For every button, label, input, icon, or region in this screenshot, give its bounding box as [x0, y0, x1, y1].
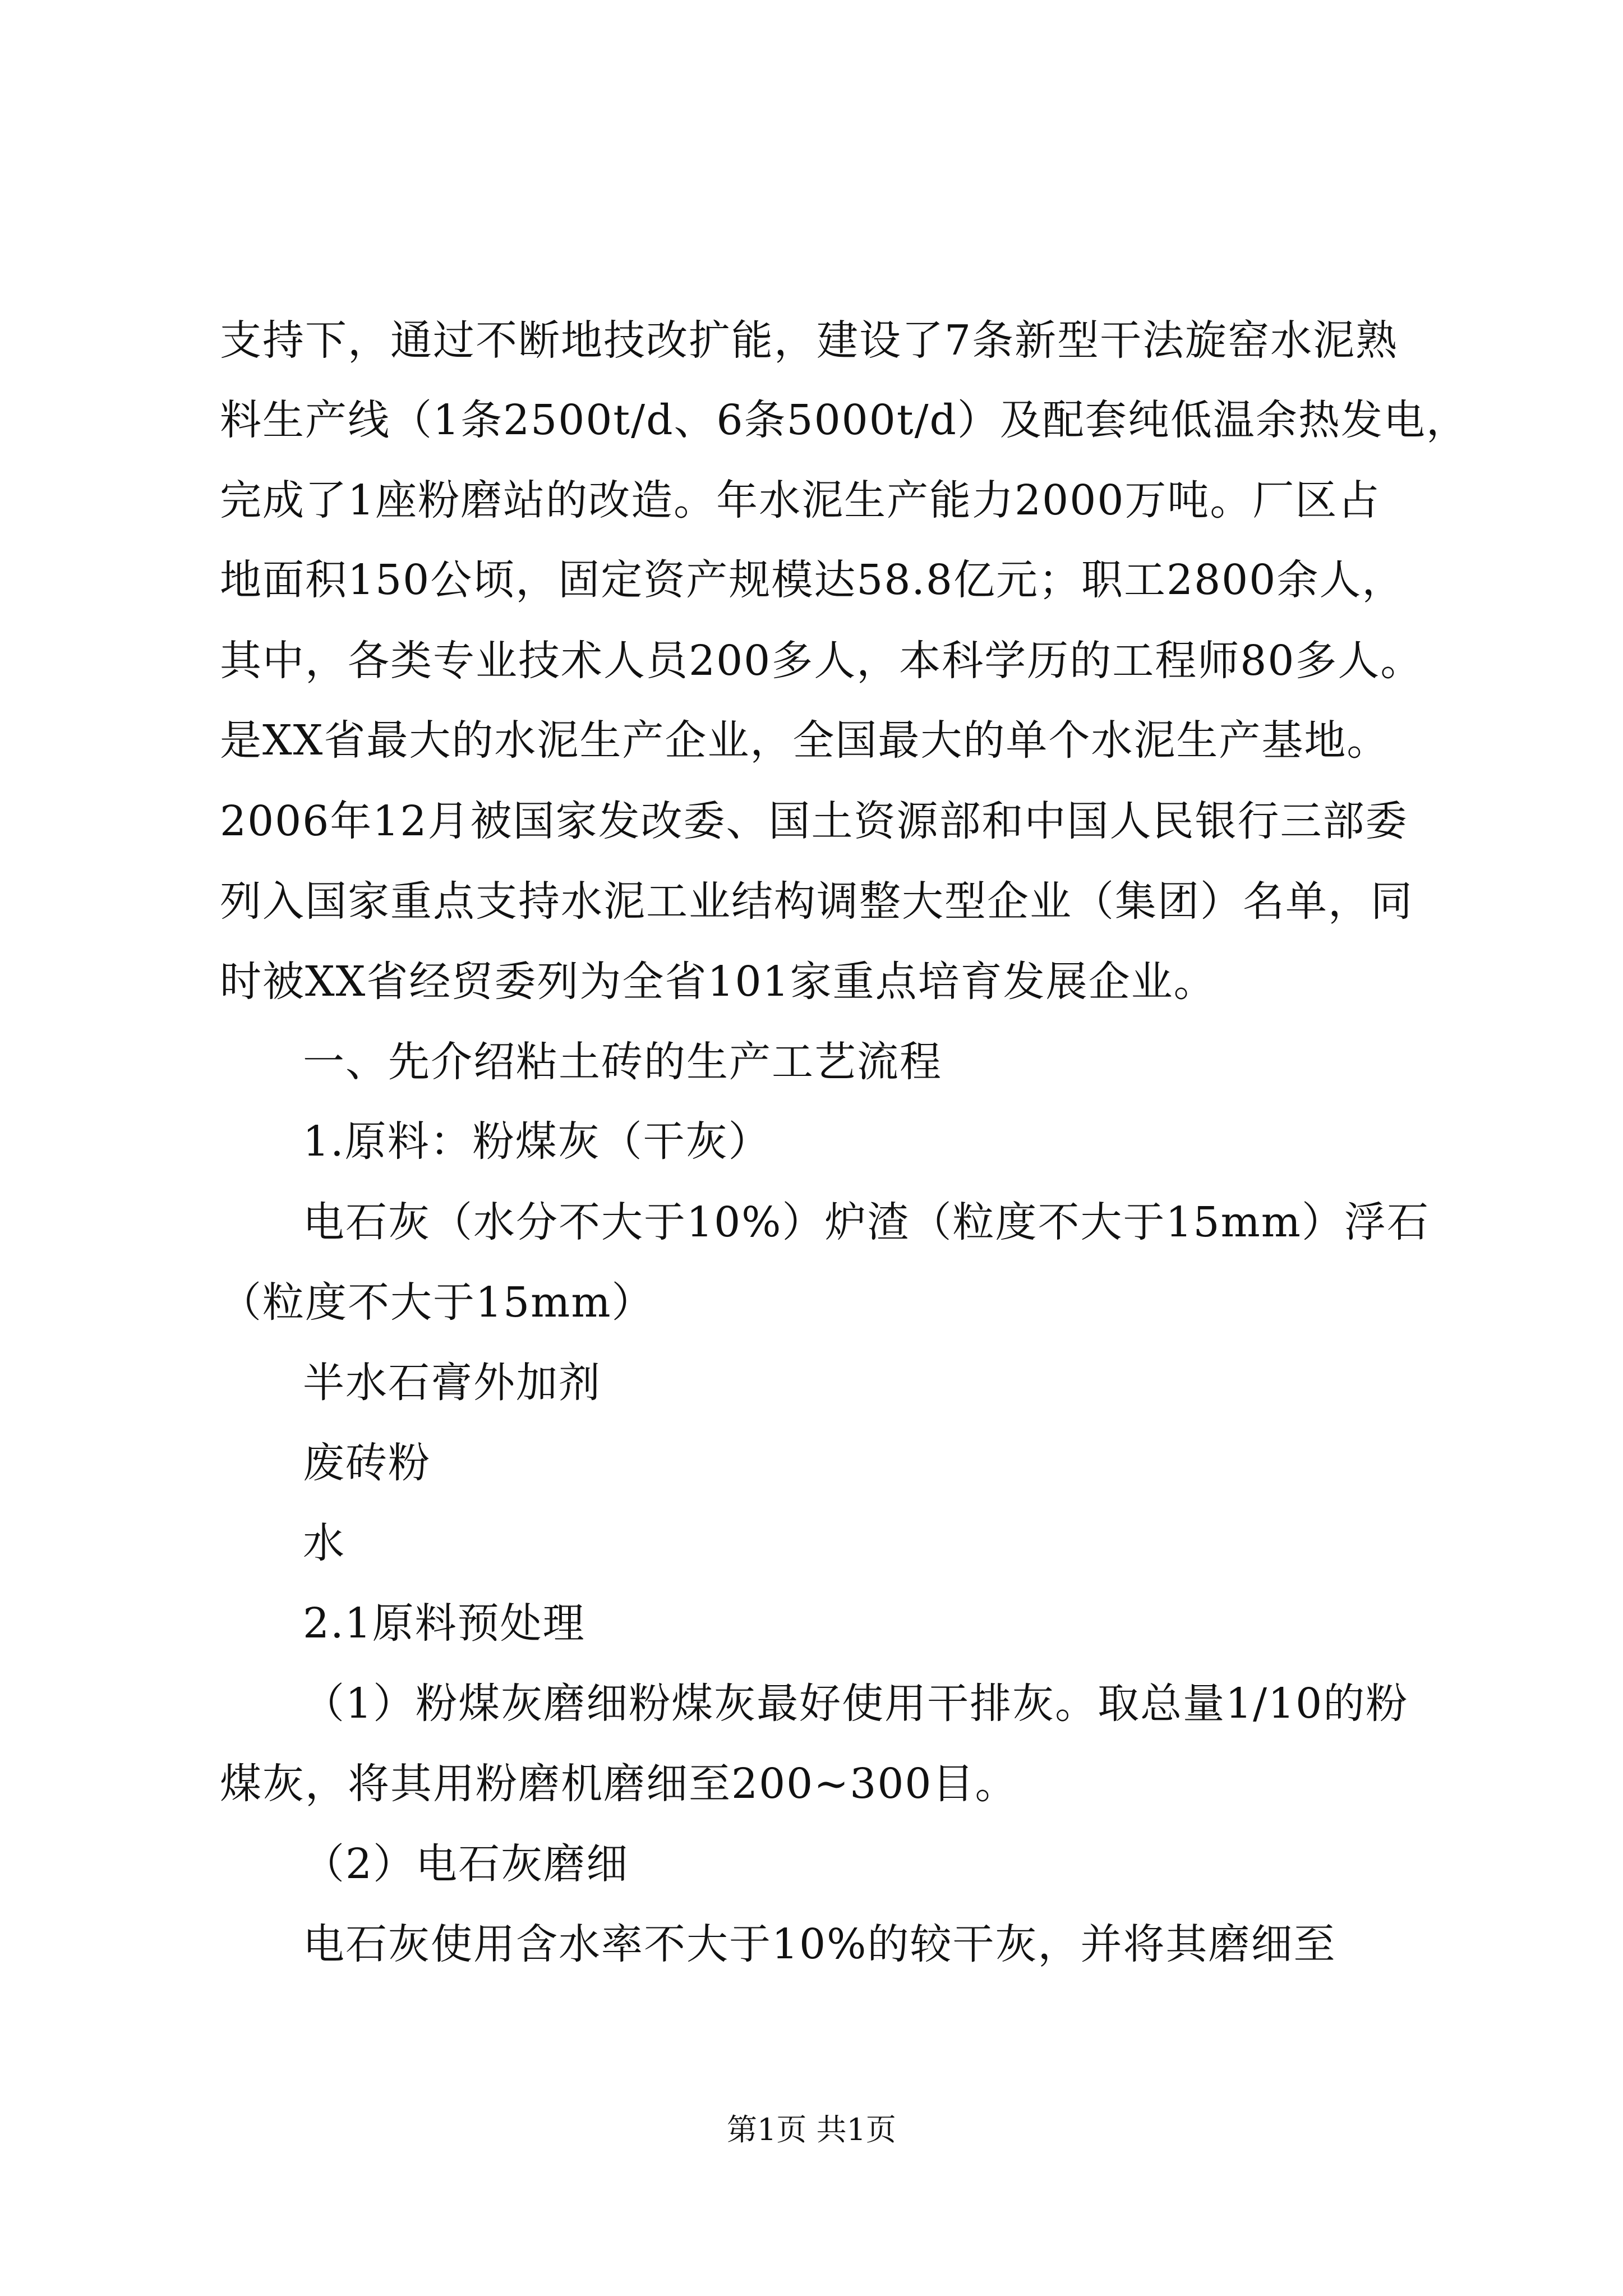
step-1-line-continued: 煤灰，将其用粉磨机磨细至200~300目。	[220, 1760, 1018, 1808]
step-1-line: （1）粉煤灰磨细粉煤灰最好使用干排灰。取总量1/10的粉	[303, 1680, 1409, 1728]
paragraph-line-5: 其中，各类专业技术人员200多人，本科学历的工程师80多人。	[220, 637, 1423, 685]
step-2-line: 电石灰使用含水率不大于10%的较干灰，并将其磨细至	[303, 1920, 1336, 1968]
subsection-heading: 2.1原料预处理	[303, 1599, 585, 1648]
step-2-heading: （2）电石灰磨细	[303, 1840, 629, 1888]
paragraph-line-9: 时被XX省经贸委列为全省101家重点培育发展企业。	[220, 958, 1216, 1006]
list-item-line: 电石灰（水分不大于10%）炉渣（粒度不大于15mm）浮石	[303, 1198, 1430, 1246]
paragraph-line-4: 地面积150公顷，固定资产规模达58.8亿元；职工2800余人，	[220, 556, 1405, 604]
list-item-brick-powder: 废砖粉	[303, 1439, 431, 1487]
paragraph-line-2: 料生产线（1条2500t/d、6条5000t/d）及配套纯低温余热发电，	[220, 396, 1469, 444]
paragraph-line-1: 支持下，通过不断地技改扩能，建设了7条新型干法旋窑水泥熟	[220, 316, 1399, 365]
list-item-raw-materials: 1.原料：粉煤灰（干灰）	[303, 1117, 771, 1166]
page-footer: 第1页 共1页	[727, 2112, 896, 2147]
paragraph-line-6: 是XX省最大的水泥生产企业，全国最大的单个水泥生产基地。	[220, 716, 1390, 765]
paragraph-line-8: 列入国家重点支持水泥工业结构调整大型企业（集团）名单，同	[220, 877, 1413, 926]
list-item-gypsum: 半水石膏外加剂	[303, 1359, 601, 1407]
paragraph-line-3: 完成了1座粉磨站的改造。年水泥生产能力2000万吨。厂区占	[220, 476, 1381, 524]
list-item-line-continued: （粒度不大于15mm）	[220, 1278, 654, 1327]
section-heading: 一、先介绍粘土砖的生产工艺流程	[303, 1038, 942, 1086]
paragraph-line-7: 2006年12月被国家发改委、国土资源部和中国人民银行三部委	[220, 797, 1408, 845]
list-item-water: 水	[303, 1519, 345, 1567]
